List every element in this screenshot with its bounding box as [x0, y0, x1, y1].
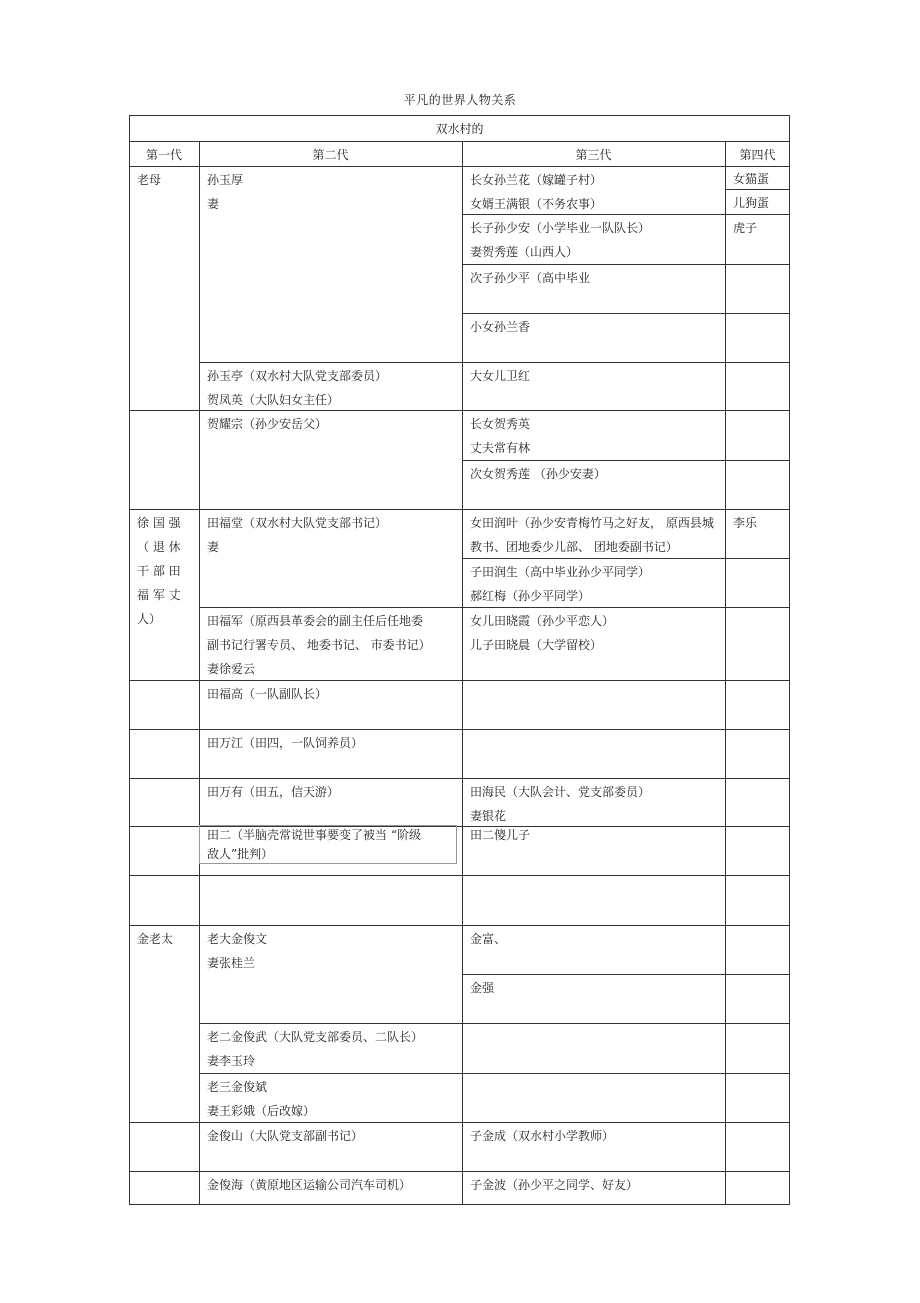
person-name: 金老太: [137, 932, 174, 946]
gen3-jin-fu: [462, 925, 725, 974]
person-name: 子金成（双水村小学教师）: [470, 1129, 615, 1143]
person-name: 女猫蛋: [733, 172, 770, 186]
person-name: 李乐: [733, 516, 758, 530]
person-name: 田福高（一队副队长）: [207, 687, 328, 701]
person-name: 金俊山（大队党支部副书记）: [207, 1129, 364, 1143]
spouse: 妻李玉玲: [207, 1054, 256, 1068]
gen2-tian-wanjiang: [199, 729, 462, 778]
person-name: 小女孙兰香: [470, 320, 531, 334]
gen4-lile: [725, 509, 790, 558]
person-name: 田福军（原西县革委会的副主任后任地委: [207, 614, 424, 628]
person-name: 老母: [137, 173, 162, 187]
person-name: 长子孙少安（小学毕业一队队长）: [470, 221, 651, 235]
gen2-tian-wanyou: [199, 778, 462, 826]
person-note: 人）: [137, 612, 162, 626]
spouse: 郝红梅（孙少平同学）: [470, 589, 591, 603]
village-caption: 双水村的: [435, 122, 484, 136]
header-gen4: 第四代: [739, 148, 776, 162]
gen2-jin-junshan: [199, 1122, 462, 1171]
spouse: 女婿王满银（不务农事）: [470, 197, 603, 211]
person-name: 田万有（田五，信天游）: [207, 785, 340, 799]
person-name: 金俊海（黄原地区运输公司汽车司机）: [207, 1178, 412, 1192]
gen2-tian-futang: [199, 509, 462, 607]
person-name: 女儿田晓霞（孙少平恋人）: [470, 614, 615, 628]
person-name: 虎子: [733, 221, 758, 235]
person-note: 敌人”批判）: [207, 847, 274, 861]
gen3-jin-bo: [462, 1171, 725, 1204]
person-note: 福 军 丈: [137, 588, 181, 602]
gen3-tian-xiaoxia: [462, 607, 725, 680]
gen4-maodan: [725, 166, 790, 189]
person-name: 田万江（田四，一队饲养员）: [207, 736, 364, 750]
gen2-he-yaozong: [199, 410, 462, 509]
header-gen1: 第一代: [145, 148, 182, 162]
person-name: 老大金俊文: [207, 932, 268, 946]
spouse: 妻徐爱云: [207, 662, 256, 676]
gen3-sun-lanxiang: [462, 313, 725, 362]
gen4-huzi: [725, 214, 790, 264]
rule-line: [129, 1204, 790, 1205]
gen2-jin-junhai: [199, 1171, 462, 1204]
spouse: 贺凤英（大队妇女主任）: [207, 393, 340, 407]
person-name: 田二傻儿子: [470, 828, 531, 842]
person-name: 老三金俊斌: [207, 1080, 268, 1094]
spouse: 妻: [207, 540, 220, 554]
person-name: 金富、: [470, 932, 507, 946]
person-name: 儿狗蛋: [733, 196, 770, 210]
spouse: 妻王彩娥（后改嫁）: [207, 1104, 316, 1118]
rule-line: [129, 875, 790, 876]
gen3-jin-cheng: [462, 1122, 725, 1171]
gen2-sun-yuhou: [199, 166, 462, 362]
person-name: 子田润生（高中毕业孙少平同学）: [470, 565, 651, 579]
gen2-jin-junwu: [199, 1023, 462, 1073]
gen2-tian-fugao: [199, 680, 462, 729]
gen2-jin-junbin: [199, 1073, 462, 1122]
page-title: 平凡的世界人物关系: [403, 93, 517, 107]
person-name: 长女贺秀英: [470, 417, 531, 431]
gen2-tian-er: [199, 826, 462, 875]
person-name: 金强: [470, 981, 495, 995]
gen2-tian-fujun: [199, 607, 462, 680]
gen3-sun-lanhua: [462, 166, 725, 214]
person-name: 徐 国 强: [137, 516, 181, 530]
person-note: 副书记行署专员、 地委书记、 市委书记）: [207, 638, 431, 652]
person-note: （ 退 休: [137, 540, 181, 554]
gen3-tian-er-son: [462, 826, 725, 875]
header-gen2: 第二代: [312, 148, 349, 162]
gen3-tian-runsheng: [462, 558, 725, 607]
person-name: 儿子田晓晨（大学留校）: [470, 638, 603, 652]
rule-line: [789, 115, 790, 1205]
spouse: 妻银花: [470, 809, 507, 823]
gen3-sun-shaoan: [462, 214, 725, 264]
person-name: 孙玉厚: [207, 173, 244, 187]
spouse: 妻贺秀莲（山西人）: [470, 245, 579, 259]
person-name: 老二金俊武（大队党支部委员、二队长）: [207, 1030, 424, 1044]
gen3-tian-runye: [462, 509, 725, 558]
spouse: 丈夫常有林: [470, 441, 531, 455]
person-name: 次子孙少平（高中毕业: [470, 271, 591, 285]
person-name: 次女贺秀莲 （孙少安妻）: [470, 467, 606, 481]
person-name: 田海民（大队会计、党支部委员）: [470, 785, 651, 799]
person-name: 长女孙兰花（嫁罐子村）: [470, 173, 603, 187]
gen1-laomu: [129, 166, 199, 362]
person-name: 女田润叶（孙少安青梅竹马之好友， 原西县城教书、团地委少儿部、 团地委副书记）: [470, 516, 714, 554]
gen1-jin-laotai: [129, 925, 199, 1122]
person-name: 田福堂（双水村大队党支部书记）: [207, 516, 388, 530]
header-gen3: 第三代: [575, 148, 612, 162]
gen2-jin-junwen: [199, 925, 462, 1023]
person-name: 贺耀宗（孙少安岳父）: [207, 417, 328, 431]
relationship-table: [129, 115, 790, 1205]
person-name: 子金波（孙少平之同学、好友）: [470, 1178, 639, 1192]
person-name: 大女儿卫红: [470, 369, 531, 383]
gen3-he-xiulian: [462, 460, 725, 509]
gen3-he-xiuying: [462, 410, 725, 460]
gen3-tian-haimin: [462, 778, 725, 826]
gen4-goudan: [725, 189, 790, 214]
gen2-sun-yuting: [199, 362, 462, 410]
person-name: 田二（半脑壳常说世事要变了被当 “阶级: [207, 828, 421, 842]
spouse: 妻张桂兰: [207, 956, 256, 970]
gen1-xu-guoqiang: [129, 509, 199, 679]
person-name: 孙玉亭（双水村大队党支部委员）: [207, 369, 388, 383]
gen3-sun-shaoping: [462, 264, 725, 313]
spouse: 妻: [207, 197, 220, 211]
gen3-jin-qiang: [462, 974, 725, 1023]
gen3-weihong: [462, 362, 725, 410]
person-note: 干 部 田: [137, 564, 181, 578]
rule-line: [725, 141, 726, 1205]
